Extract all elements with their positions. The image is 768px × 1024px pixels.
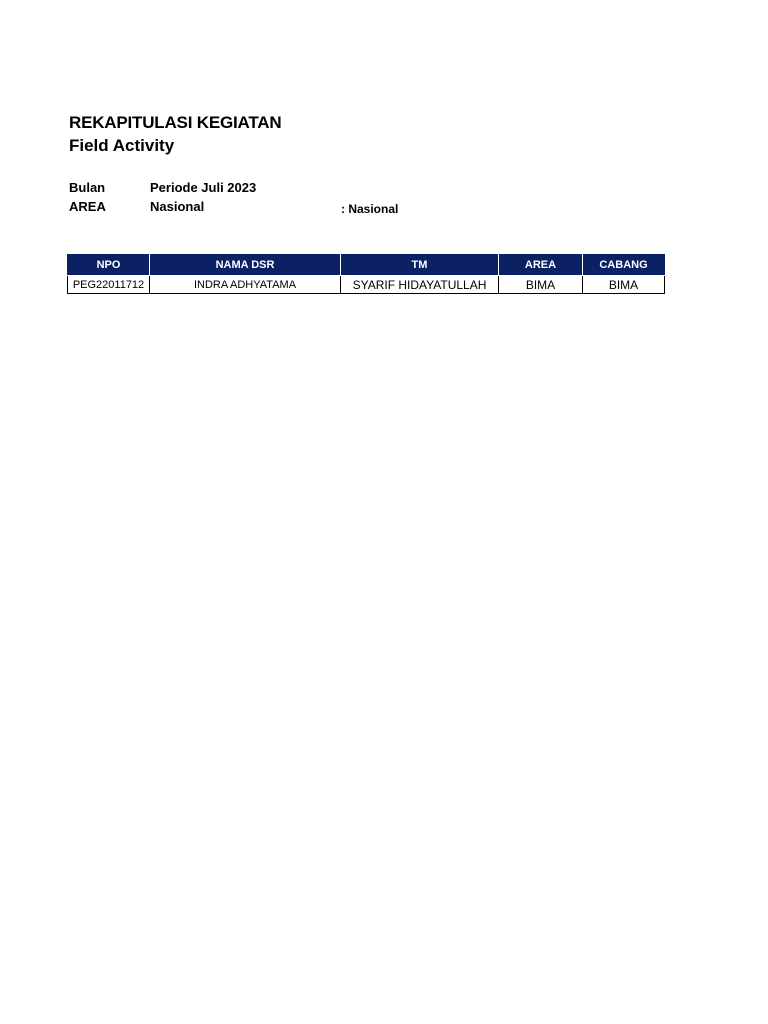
cell-npo: PEG22011712 xyxy=(68,276,150,294)
cell-area: BIMA xyxy=(499,276,583,294)
column-header-tm: TM xyxy=(341,255,499,276)
cell-nama-dsr: INDRA ADHYATAMA xyxy=(150,276,341,294)
report-subtitle: Field Activity xyxy=(69,136,175,155)
report-title: REKAPITULASI KEGIATAN xyxy=(69,113,282,132)
month-label: Bulan xyxy=(69,180,106,195)
column-header-nama-dsr: NAMA DSR xyxy=(150,255,341,276)
table-header-row xyxy=(68,255,665,276)
area-value: Nasional xyxy=(150,199,205,214)
area-label: AREA xyxy=(69,199,106,214)
cell-cabang: BIMA xyxy=(583,276,665,294)
area-extra-value: : Nasional xyxy=(341,202,399,216)
cell-tm: SYARIF HIDAYATULLAH xyxy=(341,276,499,294)
column-header-npo: NPO xyxy=(68,255,150,276)
month-value: Periode Juli 2023 xyxy=(150,180,257,195)
field-activity-table xyxy=(67,254,665,294)
column-header-area: AREA xyxy=(499,255,583,276)
table-row xyxy=(68,276,665,294)
column-header-cabang: CABANG xyxy=(583,255,665,276)
